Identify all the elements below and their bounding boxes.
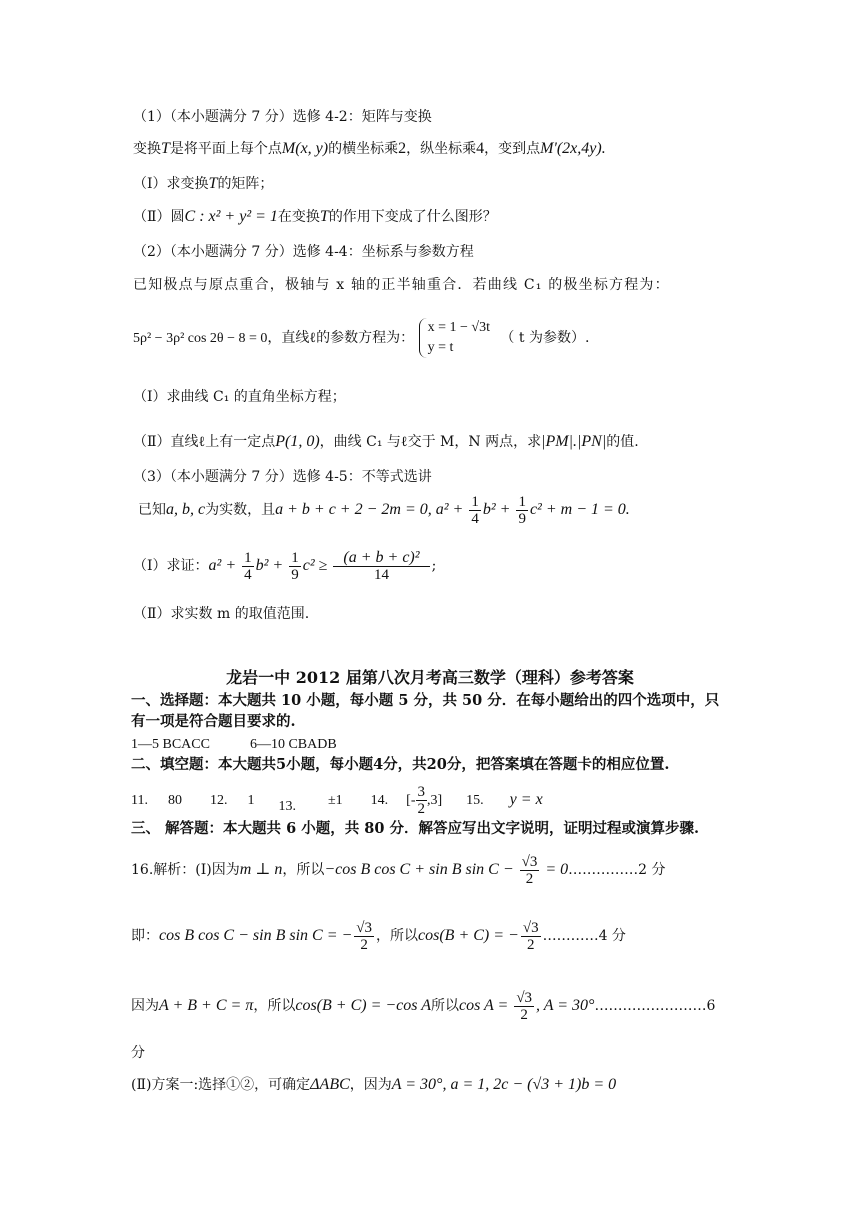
section2-heading: 二、填空题：本大题共5小题，每小题4分，共20分，把答案填在答题卡的相应位置. (131, 756, 670, 773)
solution16-step2: 即：cos B cos C − sin B sin C = − $\frac{√3}{2}$ ，所以cos(B + C) = − $\frac{√3}{2}$ …………4 分 (131, 919, 626, 953)
q1-heading: （1）（本小题满分 7 分）选修 4-2：矩阵与变换 (133, 109, 432, 125)
solution16-step3: 因为A + B + C = π，所以cos(B + C) = −cos A所以cos A = $\frac{√3}{2}$ , A = 30°……………………6 (131, 989, 716, 1023)
q2-equations: 5ρ² − 3ρ² cos 2θ − 8 = 0，直线ℓ的参数方程为： x = 1 − √3t y = t （ t 为参数）. (133, 316, 589, 361)
solution16-part2: (Ⅱ)方案一:选择①②，可确定ΔABC，因为A = 30°, a = 1, 2c − (√3 + 1)b = 0 (131, 1076, 617, 1093)
q1-description: 变换T是将平面上每个点M(x, y)的横坐标乘2，纵坐标乘4，变到点M'(2x,4y). (133, 140, 606, 157)
mc-answers: 1—5 BCACC 6—10 CBADB (131, 737, 337, 752)
solution16-step3-cont: 分 (131, 1045, 145, 1061)
section1-line1: 一、选择题：本大题共 10 小题，每小题 5 分，共 50 分．在每小题给出的四个选项中，只 (131, 692, 720, 709)
section3-heading: 三、 解答题：本大题共 6 小题，共 80 分．解答应写出文字说明，证明过程或演算步骤. (131, 820, 700, 837)
solution16-step1: 16.解析：(I)因为m ⊥ n，所以−cos B cos C + sin B sin C − $\frac{√3}{2}$ = 0……………2 分 (131, 853, 666, 887)
q3-part1: （Ⅰ）求证：a² + $\frac{1}{4}$ b² + $\frac{1}{9}$ c² ≥ $\frac{\text{(a + b + c)²}}{14}$ ; (133, 548, 437, 583)
q2-heading: （2）（本小题满分 7 分）选修 4-4：坐标系与参数方程 (133, 244, 474, 260)
polar-equation: 5ρ² − 3ρ² cos 2θ − 8 = 0 (133, 331, 268, 346)
fill-answers: 11. 80 12. 1 13. ±1 14. [- $\frac{3}{2}$ ,3] 15. y = x (131, 784, 543, 818)
q3-part2: （Ⅱ）求实数 m 的取值范围. (133, 606, 310, 622)
q2-part1: （Ⅰ）求曲线 C₁ 的直角坐标方程； (133, 389, 346, 405)
section1-line2: 有一项是符合题目要求的. (131, 713, 296, 730)
vector-perp: m ⊥ n (239, 861, 283, 878)
q2-part2: （Ⅱ）直线ℓ上有一定点P(1, 0)，曲线 C₁ 与ℓ交于 M，N 两点，求|PM|.|PN|的值. (133, 433, 639, 450)
answers-title: 龙岩一中 2012 届第八次月考高三数学（理科）参考答案 (226, 668, 634, 687)
q1-part2: （Ⅱ）圆C : x² + y² = 1在变换T的作用下变成了什么图形？ (133, 208, 497, 225)
q2-intro: 已知极点与原点重合，极轴与 x 轴的正半轴重合．若曲线 C₁ 的极坐标方程为： (133, 277, 670, 293)
q3-heading: （3）（本小题满分 7 分）选修 4-5：不等式选讲 (133, 469, 432, 485)
q1-part1: （Ⅰ）求变换T的矩阵； (133, 175, 274, 192)
parametric-system: x = 1 − √3t y = t (419, 318, 496, 358)
q3-condition: 已知a, b, c为实数，且a + b + c + 2 − 2m = 0, a² + $\frac{1}{4}$ b² + $\frac{1}{9}$ c² + m − 1 = 0. (138, 493, 630, 527)
